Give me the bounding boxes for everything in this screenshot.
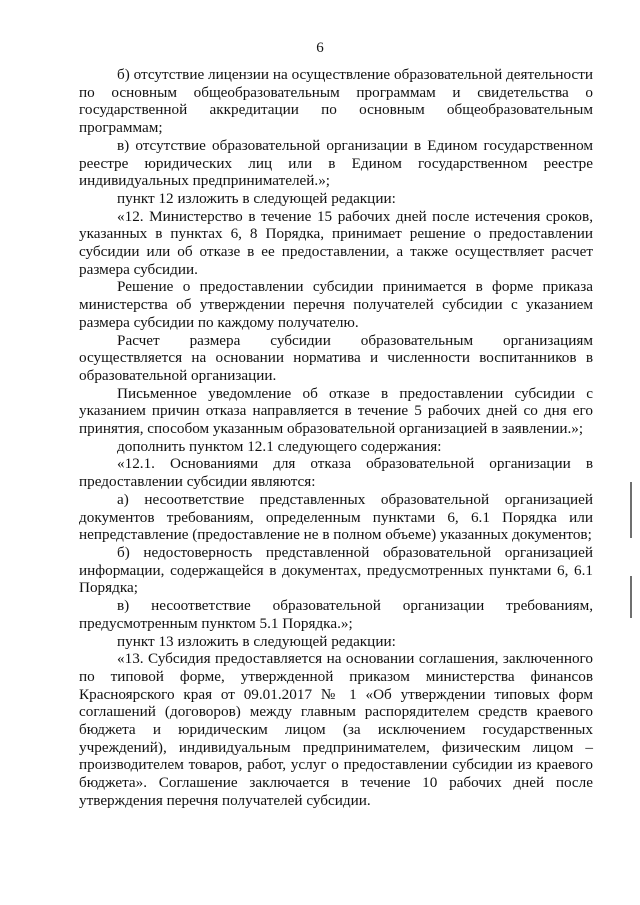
scan-edge-mark bbox=[630, 576, 632, 618]
paragraph-11: б) недостоверность представленной образовательной организацией информации, содержащейся в документах, предусмотренных пунктами 6, 6.1 Порядка; bbox=[79, 543, 593, 597]
paragraph-12: в) несоответствие образовательной организации требованиям, предусмотренным пунктом 5.1 Порядка.»; bbox=[79, 597, 593, 632]
paragraph-2: в) отсутствие образовательной организации в Едином государственном реестре юридических лиц или в Едином государственном реестре индивидуальных предпринимателей.»; bbox=[79, 136, 593, 190]
paragraph-8: дополнить пунктом 12.1 следующего содержания: bbox=[117, 437, 442, 455]
document-body bbox=[79, 66, 593, 810]
page-number: 6 bbox=[316, 40, 324, 56]
paragraph-5: Решение о предоставлении субсидии принимается в форме приказа министерства об утверждении перечня получателей субсидии с указанием размера субсидии по каждому получателю. bbox=[79, 278, 593, 331]
paragraph-6: Расчет размера субсидии образовательным организациям осуществляется на основании норматива и численности воспитанников в образовательной организации. bbox=[79, 331, 593, 384]
paragraph-10: а) несоответствие представленных образовательной организацией документов требованиям, определенным пунктами 6, 6.1 Порядка или непредставление (предоставление не в полном объеме) указанных документов; bbox=[79, 490, 593, 544]
paragraph-4: «12. Министерство в течение 15 рабочих дней после истечения сроков, указанных в пунктах 6, 8 Порядка, принимает решение о предоставлении субсидии или об отказе в ее предоставлении, а также осуществляет расчет размера субсидии. bbox=[79, 207, 593, 278]
paragraph-1: б) отсутствие лицензии на осуществление образовательной деятельности по основным общеобразовательным программам и свидетельства о государственной аккредитации по основным общеобразовательным программам; bbox=[79, 66, 593, 137]
paragraph-9: «12.1. Основаниями для отказа образовательной организации в предоставлении субсидии являются: bbox=[79, 455, 593, 491]
paragraph-7: Письменное уведомление об отказе в предоставлении субсидии с указанием причин отказа направляется в течение 5 рабочих дней со дня его принятия, способом указанным образовательной организацией в заявлении.»; bbox=[79, 384, 593, 438]
paragraph-14: «13. Субсидия предоставляется на основании соглашения, заключенного по типовой форме, утвержденной приказом министерства финансов Красноярского края от 09.01.2017 № 1 «Об утверждении типовых форм соглашений (договоров) между главным распорядителем средств краевого бюджета и юридическим лицом (за исключением государственных учреждений), индивидуальным предпринимателем, физическим лицом – производителем товаров, работ, услуг о предоставлении субсидии из краевого бюджета». Соглашение заключается в течение 10 рабочих дней после утверждения перечня получателей субсидии. bbox=[79, 650, 593, 809]
paragraph-13: пункт 13 изложить в следующей редакции: bbox=[117, 632, 396, 650]
paragraph-3: пункт 12 изложить в следующей редакции: bbox=[117, 189, 396, 207]
scan-edge-mark bbox=[630, 482, 632, 538]
